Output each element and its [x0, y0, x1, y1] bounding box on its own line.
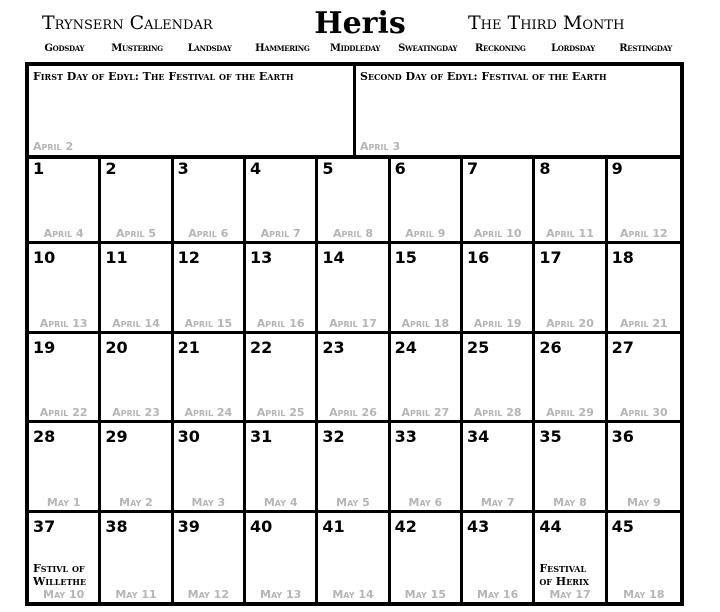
day-gregorian-date: May 14	[332, 588, 374, 601]
week-row	[29, 513, 680, 602]
day-cell	[463, 423, 535, 509]
day-gregorian-date: April 18	[401, 316, 450, 330]
day-number: 35	[539, 427, 562, 447]
day-cell	[391, 155, 463, 241]
day-gregorian-date: April 25	[256, 406, 305, 420]
month-name: Heris	[314, 6, 406, 41]
day-gregorian-date: May 8	[553, 495, 587, 509]
festival-day-date: April 2	[33, 140, 74, 153]
calendar-title: Trynsern Calendar	[42, 12, 213, 34]
day-number: 37	[33, 516, 56, 536]
day-gregorian-date: May 9	[627, 495, 661, 509]
day-cell	[318, 244, 390, 330]
day-gregorian-date: April 13	[39, 316, 88, 330]
day-cell	[608, 244, 680, 330]
day-cell	[391, 334, 463, 420]
day-number: 44	[539, 516, 562, 536]
day-gregorian-date: April 16	[256, 316, 305, 330]
day-cell	[29, 423, 101, 509]
day-number: 3	[177, 159, 189, 178]
day-gregorian-date: April 28	[473, 406, 522, 420]
day-gregorian-date: May 16	[477, 588, 519, 601]
day-cell	[318, 513, 390, 602]
day-gregorian-date: April 6	[188, 227, 229, 241]
day-number: 39	[177, 516, 200, 536]
day-number: 5	[322, 159, 334, 178]
day-gregorian-date: April 10	[473, 227, 522, 241]
weekday-label: Hammering	[255, 43, 310, 54]
weekday-label: Reckoning	[475, 43, 526, 54]
day-cell	[535, 423, 607, 509]
day-gregorian-date: April 19	[473, 316, 522, 330]
day-number: 36	[611, 427, 634, 447]
day-number: 19	[33, 337, 56, 357]
day-gregorian-date: May 4	[263, 495, 298, 509]
day-number: 30	[177, 427, 200, 447]
day-cell	[318, 334, 390, 420]
day-gregorian-date: May 6	[408, 495, 443, 509]
day-gregorian-date: April 4	[43, 227, 84, 241]
day-event: Fstivl of Willethe	[33, 562, 87, 588]
day-number: 14	[322, 248, 345, 268]
day-number: 34	[467, 427, 490, 447]
day-number: 15	[394, 248, 417, 268]
day-cell	[101, 423, 173, 509]
day-number: 11	[105, 248, 128, 268]
day-number: 4	[250, 159, 262, 178]
day-gregorian-date: April 21	[619, 316, 668, 330]
weekday-label: Middleday	[329, 43, 381, 54]
weekday-label: Mustering	[111, 43, 163, 54]
day-number: 27	[611, 337, 634, 357]
day-cell	[318, 155, 390, 241]
day-gregorian-date: April 15	[184, 316, 233, 330]
day-gregorian-date: May 3	[191, 495, 226, 509]
day-cell	[246, 334, 318, 420]
day-event: Festival of Herix	[539, 562, 589, 588]
day-number: 23	[322, 337, 345, 357]
festival-day-title: Second Day of Edyl: Festival of the Earth	[360, 70, 607, 83]
day-number: 38	[105, 516, 128, 536]
day-cell	[174, 334, 246, 420]
day-number: 21	[177, 337, 200, 357]
day-cell	[101, 244, 173, 330]
day-number: 33	[394, 427, 417, 447]
calendar-grid	[25, 62, 684, 606]
day-gregorian-date: May 11	[115, 588, 157, 601]
day-number: 17	[539, 248, 562, 268]
day-number: 43	[467, 516, 490, 536]
weekday-label: Landsday	[187, 43, 232, 54]
day-gregorian-date: May 1	[46, 495, 81, 509]
day-number: 8	[539, 159, 551, 178]
day-number: 7	[467, 159, 479, 178]
week-row	[29, 244, 680, 333]
day-cell	[535, 244, 607, 330]
day-number: 28	[33, 427, 56, 447]
day-cell	[608, 334, 680, 420]
day-gregorian-date: April 9	[405, 227, 446, 241]
weekday-label: Restingday	[619, 43, 673, 54]
day-cell	[608, 155, 680, 241]
day-cell	[29, 244, 101, 330]
day-number: 2	[105, 159, 117, 178]
day-number: 26	[539, 337, 562, 357]
day-cell	[391, 244, 463, 330]
day-cell	[174, 155, 246, 241]
day-gregorian-date: April 20	[546, 316, 594, 330]
day-number: 16	[467, 248, 490, 268]
day-number: 10	[33, 248, 56, 268]
day-gregorian-date: April 29	[546, 406, 594, 420]
day-gregorian-date: May 7	[480, 495, 515, 509]
day-gregorian-date: May 13	[260, 588, 302, 601]
day-gregorian-date: May 10	[43, 588, 85, 601]
day-cell	[174, 513, 246, 602]
day-gregorian-date: April 23	[112, 406, 160, 420]
festival-day-date: April 3	[360, 140, 401, 153]
day-cell	[463, 334, 535, 420]
day-number: 31	[250, 427, 273, 447]
day-number: 40	[250, 516, 273, 536]
day-gregorian-date: May 5	[336, 495, 370, 509]
day-gregorian-date: April 12	[619, 227, 668, 241]
day-number: 9	[611, 159, 623, 178]
weekday-label: Sweatingday	[398, 43, 458, 54]
day-number: 25	[467, 337, 490, 357]
day-number: 32	[322, 427, 345, 447]
day-number: 42	[394, 516, 417, 536]
day-cell	[246, 155, 318, 241]
day-gregorian-date: April 26	[329, 406, 377, 420]
day-cell	[391, 423, 463, 509]
weekday-label: Lordsday	[551, 43, 595, 54]
day-cell	[463, 244, 535, 330]
day-cell	[246, 423, 318, 509]
day-cell	[318, 423, 390, 509]
day-cell	[101, 513, 173, 602]
day-gregorian-date: April 24	[184, 406, 233, 420]
festival-day-cell	[353, 66, 680, 155]
day-number: 29	[105, 427, 128, 447]
day-number: 12	[177, 248, 200, 268]
festival-row	[29, 66, 680, 159]
day-gregorian-date: April 27	[401, 406, 450, 420]
day-number: 13	[250, 248, 273, 268]
day-gregorian-date: April 22	[39, 406, 88, 420]
day-gregorian-date: May 17	[549, 588, 591, 601]
day-number: 41	[322, 516, 345, 536]
day-gregorian-date: May 18	[623, 588, 665, 601]
month-subtitle: The Third Month	[468, 12, 625, 34]
day-cell	[608, 423, 680, 509]
day-cell	[463, 155, 535, 241]
day-cell	[29, 155, 101, 241]
day-cell	[29, 513, 101, 602]
day-gregorian-date: May 2	[119, 495, 153, 509]
day-cell	[174, 423, 246, 509]
day-gregorian-date: April 30	[619, 406, 668, 420]
day-gregorian-date: May 15	[404, 588, 446, 601]
day-cell	[101, 334, 173, 420]
week-row	[29, 155, 680, 244]
day-number: 6	[394, 159, 406, 178]
day-gregorian-date: May 12	[187, 588, 229, 601]
day-cell	[101, 155, 173, 241]
day-gregorian-date: April 7	[260, 227, 301, 241]
week-rows	[29, 155, 680, 602]
day-gregorian-date: April 11	[546, 227, 594, 241]
day-number: 18	[611, 248, 634, 268]
weekday-label: Godsday	[44, 43, 85, 54]
day-cell	[463, 513, 535, 602]
week-row	[29, 334, 680, 423]
day-cell	[608, 513, 680, 602]
day-cell	[535, 334, 607, 420]
day-gregorian-date: April 5	[115, 227, 157, 241]
day-gregorian-date: April 17	[329, 316, 377, 330]
day-cell	[391, 513, 463, 602]
week-row	[29, 423, 680, 512]
day-cell	[246, 513, 318, 602]
day-number: 24	[394, 337, 417, 357]
day-number: 1	[33, 159, 45, 178]
day-cell	[535, 155, 607, 241]
day-number: 20	[105, 337, 128, 357]
day-cell	[246, 244, 318, 330]
festival-day-title: First Day of Edyl: The Festival of the Earth	[33, 70, 294, 83]
festival-day-cell	[29, 66, 353, 155]
day-number: 45	[611, 516, 634, 536]
day-cell	[174, 244, 246, 330]
day-cell	[29, 334, 101, 420]
weekday-header-row	[28, 43, 682, 54]
day-cell	[535, 513, 607, 602]
day-gregorian-date: April 8	[332, 227, 374, 241]
day-gregorian-date: April 14	[112, 316, 160, 330]
day-number: 22	[250, 337, 273, 357]
